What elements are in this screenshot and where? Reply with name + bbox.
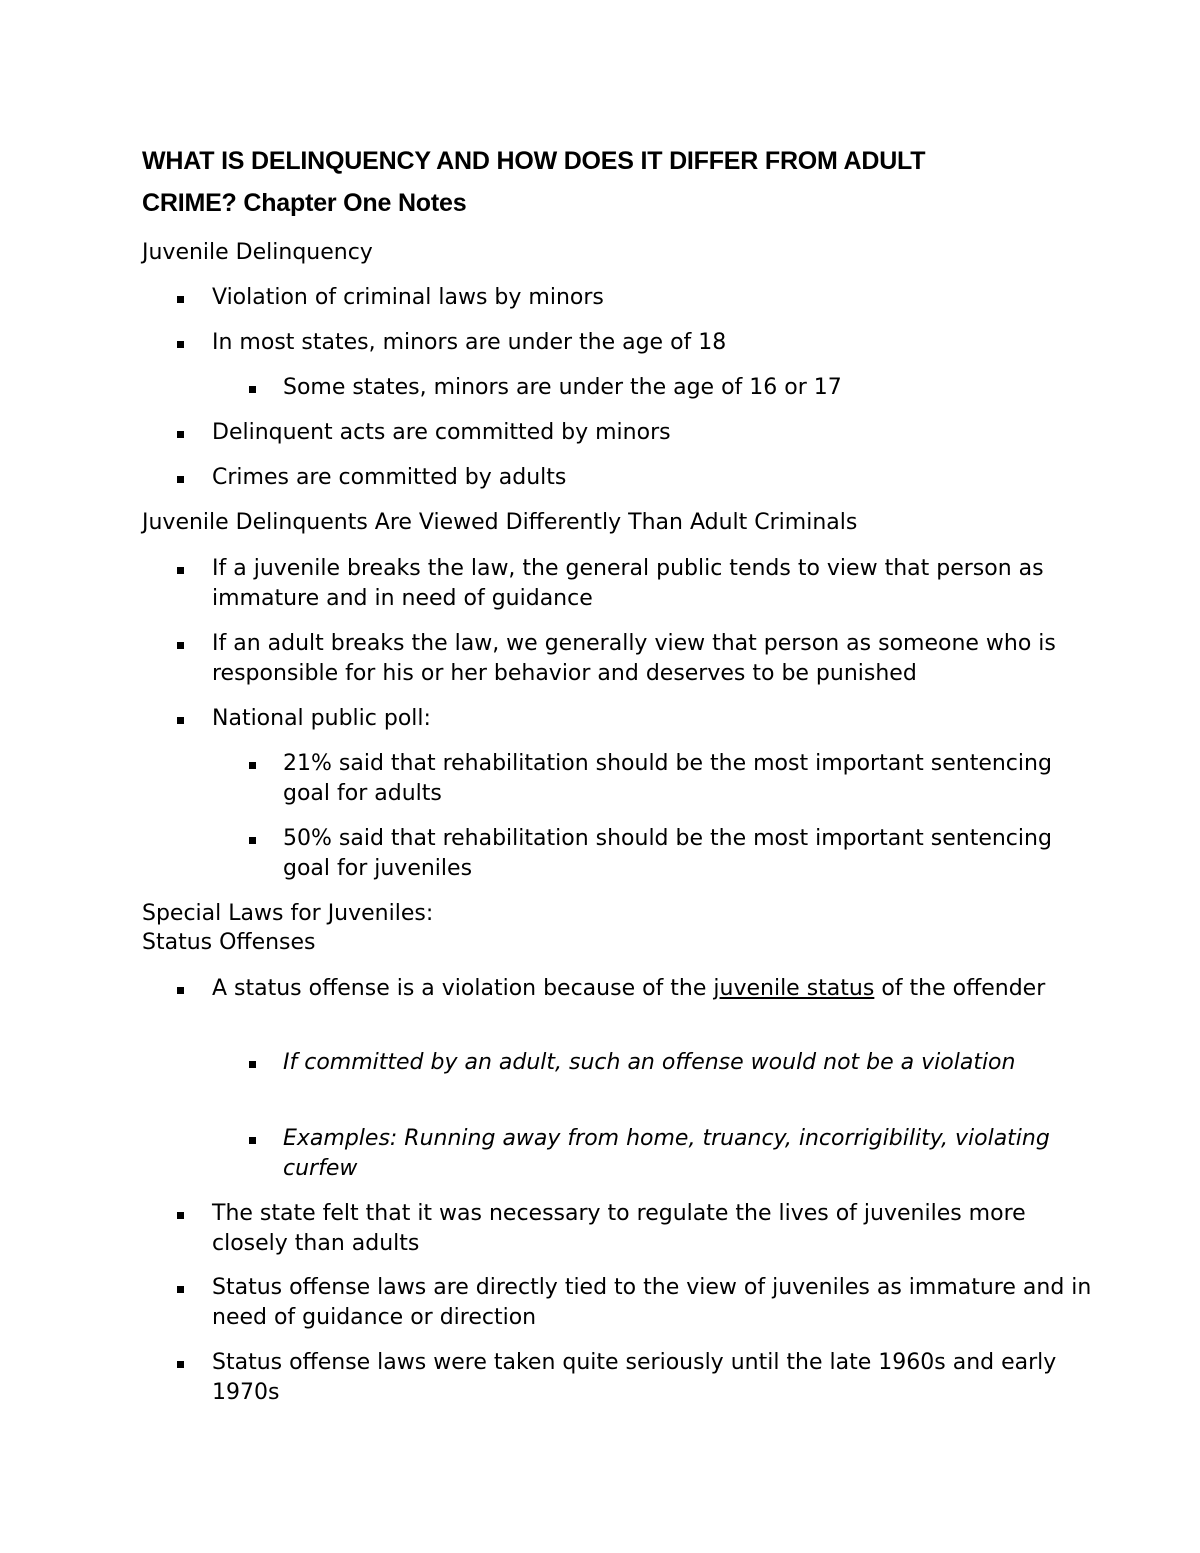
bullet-icon: [177, 341, 184, 348]
bullet-icon: [177, 717, 184, 724]
bullet-icon: [177, 1212, 184, 1219]
list-item: Status offense laws were taken quite seriously until the late 1960s and early 1970s: [212, 1348, 1092, 1408]
bullet-icon: [177, 296, 184, 303]
underlined-term: juvenile status: [713, 976, 875, 1001]
section-heading-viewed-differently: Juvenile Delinquents Are Viewed Differently Than Adult Criminals: [142, 510, 858, 535]
bullet-icon: [177, 567, 184, 574]
list-item: If a juvenile breaks the law, the general public tends to view that person as immature and in need of guidance: [212, 554, 1092, 614]
bullet-icon: [249, 762, 256, 769]
bullet-icon: [249, 1061, 256, 1068]
sub-list-item: 21% said that rehabilitation should be the most important sentencing goal for adults: [283, 749, 1083, 809]
sub-list-item: If committed by an adult, such an offense would not be a violation: [283, 1048, 1083, 1078]
document-title: [142, 140, 1042, 224]
list-item: Violation of criminal laws by minors: [212, 283, 1092, 313]
list-item: In most states, minors are under the age of 18: [212, 328, 1092, 358]
sub-list-item: 50% said that rehabilitation should be the most important sentencing goal for juveniles: [283, 824, 1083, 884]
section-heading-juvenile-delinquency: Juvenile Delinquency: [142, 240, 373, 265]
sub-list-item: Some states, minors are under the age of 16 or 17: [283, 373, 1083, 403]
bullet-icon: [177, 1286, 184, 1293]
bullet-icon: [177, 642, 184, 649]
bullet-icon: [177, 431, 184, 438]
list-item: Status offense laws are directly tied to the view of juveniles as immature and in need of guidance or direction: [212, 1273, 1092, 1333]
section-heading-special-laws: Special Laws for Juveniles:: [142, 901, 434, 926]
bullet-icon: [177, 987, 184, 994]
bullet-icon: [249, 386, 256, 393]
list-item: A status offense is a violation because of the juvenile status of the offender: [212, 974, 1092, 1004]
list-item: The state felt that it was necessary to regulate the lives of juveniles more closely than adults: [212, 1199, 1092, 1259]
title-line-2: CRIME? Chapter One Notes: [142, 189, 467, 217]
bullet-icon: [177, 1361, 184, 1368]
list-item: If an adult breaks the law, we generally view that person as someone who is responsible for his or her behavior and deserves to be punished: [212, 629, 1092, 689]
title-line-1: WHAT IS DELINQUENCY AND HOW DOES IT DIFFER FROM ADULT: [142, 147, 926, 175]
section-subheading-status-offenses: Status Offenses: [142, 930, 316, 955]
list-item: Delinquent acts are committed by minors: [212, 418, 1092, 448]
bullet-icon: [249, 1137, 256, 1144]
bullet-icon: [249, 837, 256, 844]
sub-list-item: Examples: Running away from home, truancy, incorrigibility, violating curfew: [283, 1124, 1083, 1184]
list-item: Crimes are committed by adults: [212, 463, 1092, 493]
list-item: National public poll:: [212, 704, 1092, 734]
bullet-icon: [177, 476, 184, 483]
